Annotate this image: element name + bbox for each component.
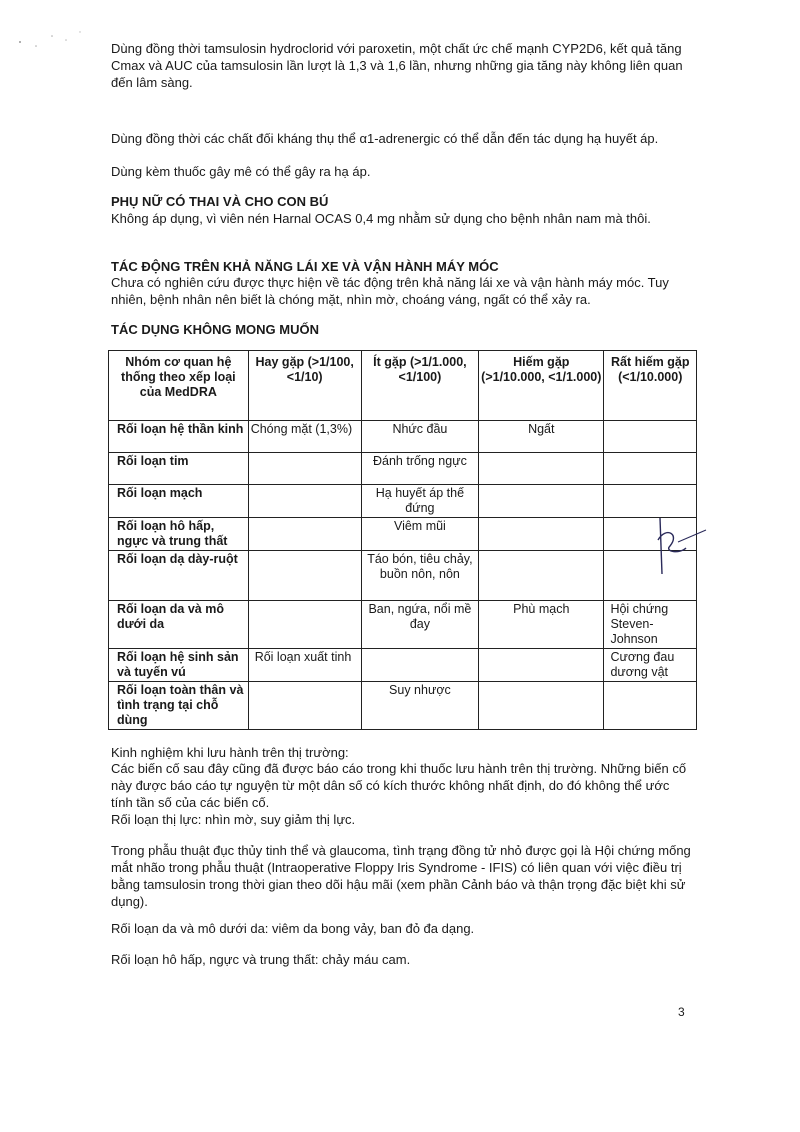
uncommon-cell <box>361 649 478 682</box>
driving-heading: TÁC ĐỘNG TRÊN KHẢ NĂNG LÁI XE VÀ VẬN HÀNH MÁY MÓC <box>111 259 499 274</box>
header-organ-class: Nhóm cơ quan hệ thống theo xếp loại của MedDRA <box>109 351 249 421</box>
adverse-effects-table <box>108 350 697 730</box>
organ-cell: Rối loạn hệ thần kinh <box>109 421 249 453</box>
common-cell <box>248 518 361 551</box>
organ-cell: Rối loạn toàn thân và tình trạng tại chỗ dùng <box>109 682 249 730</box>
common-cell <box>248 485 361 518</box>
header-common: Hay gặp (>1/100, <1/10) <box>248 351 361 421</box>
organ-cell: Rối loạn tim <box>109 453 249 485</box>
pregnancy-heading: PHỤ NỮ CÓ THAI VÀ CHO CON BÚ <box>111 194 329 209</box>
interaction-alpha-blocker-paragraph: Dùng đồng thời các chất đối kháng thụ thể α1-adrenergic có thể dẫn đến tác dụng hạ huyết áp. <box>111 131 659 146</box>
uncommon-cell: Nhức đầu <box>361 421 478 453</box>
rare-cell <box>479 649 604 682</box>
organ-cell: Rối loạn da và mô dưới da <box>109 601 249 649</box>
postmarketing-heading: Kinh nghiệm khi lưu hành trên thị trường: <box>111 745 349 760</box>
respiratory-disorder-paragraph: Rối loạn hô hấp, ngực và trung thất: chảy máu cam. <box>111 952 411 967</box>
table-row <box>109 453 697 485</box>
table-row <box>109 551 697 601</box>
rare-cell: Phù mạch <box>479 601 604 649</box>
rare-cell <box>479 551 604 601</box>
uncommon-cell: Hạ huyết áp thế đứng <box>361 485 478 518</box>
common-cell: Rối loạn xuất tinh <box>248 649 361 682</box>
very-rare-cell <box>604 421 697 453</box>
organ-cell: Rối loạn dạ dày-ruột <box>109 551 249 601</box>
header-uncommon: Ít gặp (>1/1.000, <1/100) <box>361 351 478 421</box>
rare-cell <box>479 485 604 518</box>
organ-cell: Rối loạn hệ sinh sản và tuyến vú <box>109 649 249 682</box>
table-row <box>109 601 697 649</box>
header-rare: Hiếm gặp (>1/10.000, <1/1.000) <box>479 351 604 421</box>
common-cell <box>248 551 361 601</box>
table-row <box>109 518 697 551</box>
rare-cell <box>479 453 604 485</box>
driving-paragraph: Chưa có nghiên cứu được thực hiện về tác động trên khả năng lái xe và vận hành máy móc. Tuy nhiên, bệnh nhân nên biết là chóng mặt, nhìn mờ, choáng váng, ngất có thể xảy ra. <box>111 275 669 307</box>
very-rare-cell <box>604 453 697 485</box>
rare-cell <box>479 518 604 551</box>
very-rare-cell <box>604 682 697 730</box>
table-header-row <box>109 351 697 421</box>
rare-cell <box>479 682 604 730</box>
ifis-paragraph: Trong phẫu thuật đục thủy tinh thể và glaucoma, tình trạng đồng tử nhỏ được gọi là Hội chứng mống mắt nhão trong phẫu thuật (Intraoperative Floppy Iris Syndrome - IFIS) có liên quan với việc điều trị bằng tamsulosin trong thời gian theo dõi hậu mãi (xem phần Cảnh báo và thận trọng đặc biệt khi sử dụng). <box>111 843 691 909</box>
table-row <box>109 485 697 518</box>
table-row <box>109 421 697 453</box>
very-rare-cell: Cương đau dương vật <box>604 649 697 682</box>
common-cell <box>248 453 361 485</box>
table-row <box>109 649 697 682</box>
handwritten-initials-icon <box>640 512 710 582</box>
table-row <box>109 682 697 730</box>
organ-cell: Rối loạn hô hấp, ngực và trung thất <box>109 518 249 551</box>
scan-specks <box>14 28 94 58</box>
common-cell <box>248 601 361 649</box>
interaction-paroxetine-paragraph: Dùng đồng thời tamsulosin hydroclorid với paroxetin, một chất ức chế mạnh CYP2D6, kết quả tăng Cmax và AUC của tamsulosin lần lượt là 1,3 và 1,6 lần, nhưng những gia tăng này không liên quan đến lâm sàng. <box>111 41 683 90</box>
very-rare-cell: Hội chứng Steven-Johnson <box>604 601 697 649</box>
uncommon-cell: Viêm mũi <box>361 518 478 551</box>
anesthetic-paragraph: Dùng kèm thuốc gây mê có thể gây ra hạ áp. <box>111 164 371 179</box>
uncommon-cell: Ban, ngứa, nổi mề đay <box>361 601 478 649</box>
uncommon-cell: Suy nhược <box>361 682 478 730</box>
common-cell: Chóng mặt (1,3%) <box>248 421 361 453</box>
uncommon-cell: Táo bón, tiêu chảy, buồn nôn, nôn <box>361 551 478 601</box>
postmarketing-paragraph: Các biến cố sau đây cũng đã được báo cáo trong khi thuốc lưu hành trên thị trường. Những biến cố này được báo cáo tự nguyện từ một dân số có kích thước không nhất định, do đó không thể ước tính tần số của các biến cố. <box>111 761 687 810</box>
rare-cell: Ngất <box>479 421 604 453</box>
header-very-rare: Rất hiếm gặp (<1/10.000) <box>604 351 697 421</box>
vision-disorder-paragraph: Rối loạn thị lực: nhìn mờ, suy giảm thị lực. <box>111 812 356 827</box>
common-cell <box>248 682 361 730</box>
pregnancy-paragraph: Không áp dụng, vì viên nén Harnal OCAS 0,4 mg nhằm sử dụng cho bệnh nhân nam mà thôi. <box>111 211 651 226</box>
uncommon-cell: Đánh trống ngực <box>361 453 478 485</box>
adverse-effects-heading: TÁC DỤNG KHÔNG MONG MUỐN <box>111 322 319 337</box>
organ-cell: Rối loạn mạch <box>109 485 249 518</box>
page-number: 3 <box>678 1005 685 1019</box>
skin-disorder-paragraph: Rối loạn da và mô dưới da: viêm da bong vảy, ban đỏ đa dạng. <box>111 921 475 936</box>
